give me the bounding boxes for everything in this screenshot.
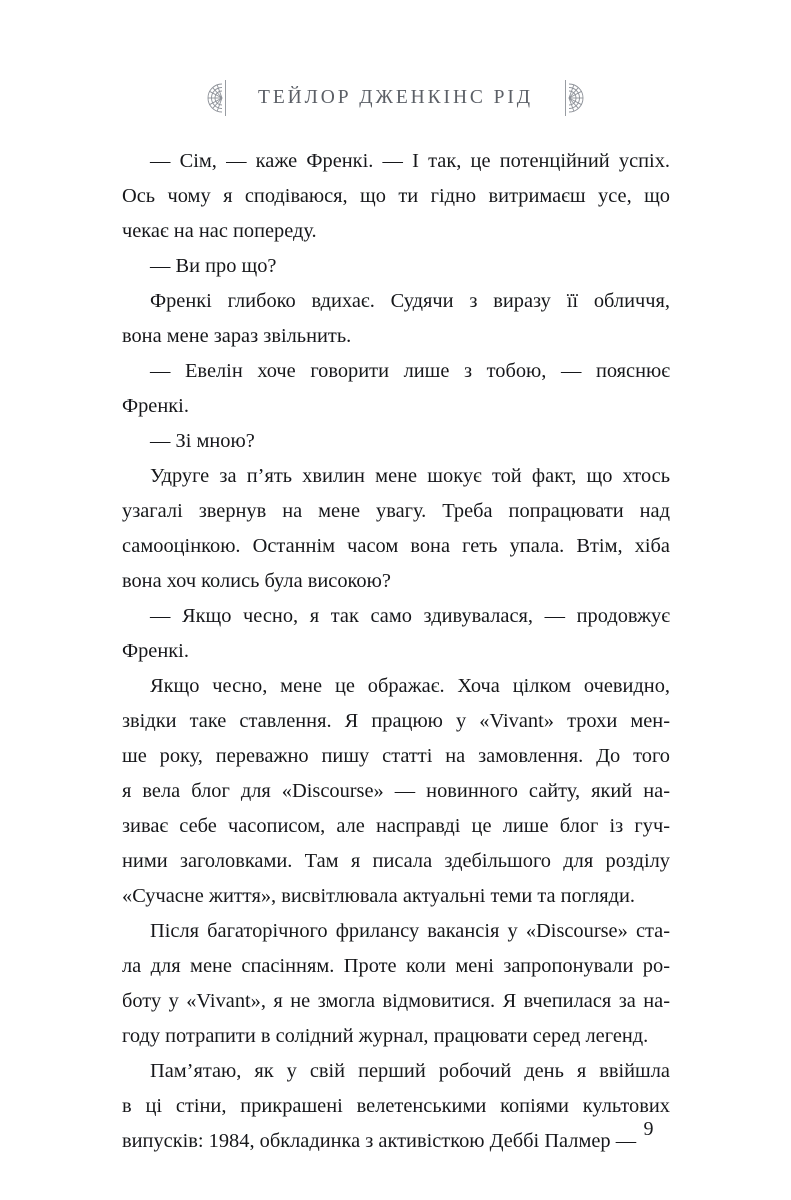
body-line-text: вона мене зараз звільнить. [122,325,352,347]
body-line-text: Френкі. [122,640,189,662]
body-line-text: Френкі глибоко вдихає. Судячи з виразу її обличчя, [150,290,670,312]
body-line-text: году потрапити в солідний журнал, працювати серед легенд. [122,1025,649,1047]
body-line [122,599,670,634]
body-line [122,564,670,599]
body-line-text: Френкі. [122,395,189,417]
body-line-text: в ці стіни, прикрашені велетенськими копіями культових [122,1095,670,1117]
body-line-text: ше року, переважно пишу статті на замовлення. До того [122,745,670,767]
body-line [122,284,670,319]
body-line [122,249,670,284]
body-line [122,809,670,844]
folio [0,1118,791,1141]
body-line [122,739,670,774]
body-line-text: боту у «Vivant», я не змогла відмовитися. Я вчепилася за на- [122,990,670,1012]
body-line [122,389,670,424]
body-line-text: — Зі мною? [150,430,255,452]
body-line [122,494,670,529]
body-line [122,1019,670,1054]
body-line-text: — Якщо чесно, я так само здивувалася, — продовжує [150,605,670,627]
body-line-text: «Сучасне життя», висвітлювала актуальні теми та погляди. [122,885,636,907]
body-line-text: я вела блог для «Discourse» — новинного сайту, який на- [122,780,670,802]
body-line [122,774,670,809]
running-header-author: ТЕЙЛОР ДЖЕНКІНС РІД [258,87,533,108]
body-line [122,179,670,214]
body-line-text: — Евелін хоче говорити лише з тобою, — пояснює [150,360,670,382]
body-line [122,144,670,179]
body-line-text: самооцінкою. Останнім часом вона геть упала. Втім, хіба [122,535,670,557]
body-line [122,319,670,354]
body-line-text: ними заголовками. Там я писала здебільшого для розділу [122,850,670,872]
body-line-text: вона хоч колись була високою? [122,570,391,592]
body-line-text: звідки таке ставлення. Я працюю у «Vivant» трохи мен- [122,710,670,732]
body-line [122,634,670,669]
body-line-text: ла для мене спасінням. Проте коли мені запропонували ро- [122,955,670,977]
body-line-text: Після багаторічного фрилансу вакансія у «Discourse» ста- [150,920,670,942]
body-line-text: Ось чому я сподіваюся, що ти гідно витримаєш усе, що [122,185,670,207]
fan-ornament-left-icon [198,78,232,118]
body-line [122,354,670,389]
body-line [122,844,670,879]
body-line [122,984,670,1019]
body-line [122,459,670,494]
body-line [122,669,670,704]
body-line-text: — Ви про що? [150,255,277,277]
body-line [122,704,670,739]
body-line [122,914,670,949]
body-line-text: чекає на нас попереду. [122,220,317,242]
page-number: 9 [643,1118,654,1140]
body-line [122,529,670,564]
body-line-text: зиває себе часописом, але насправді це лише блог із гуч- [122,815,670,837]
body-text-block [122,144,670,1159]
body-line-text: Пам’ятаю, як у свій перший робочий день я ввійшла [150,1060,670,1082]
body-line-text: узагалі звернув на мене увагу. Треба попрацювати над [122,500,670,522]
body-line [122,879,670,914]
body-line-text: випусків: 1984, обкладинка з активісткою Деббі Палмер — [122,1130,637,1152]
body-line [122,214,670,249]
body-line-text: — Сім, — каже Френкі. — І так, це потенційний успіх. [150,150,670,172]
body-paragraphs [122,144,670,1159]
body-line [122,949,670,984]
body-line [122,424,670,459]
running-header [0,76,791,120]
fan-ornament-right-icon [559,78,593,118]
body-line-text: Удруге за п’ять хвилин мене шокує той факт, що хтось [150,465,670,487]
body-line [122,1054,670,1089]
body-line-text: Якщо чесно, мене це ображає. Хоча цілком очевидно, [150,675,670,697]
